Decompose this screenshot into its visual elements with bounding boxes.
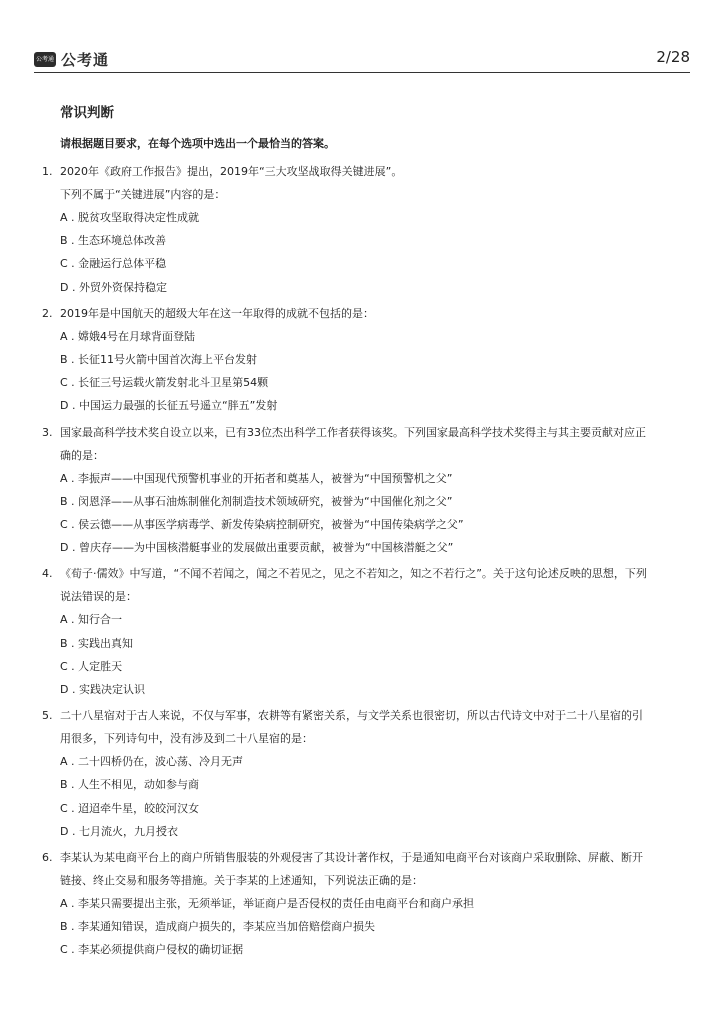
answer-option: B . 长征11号火箭中国首次海上平台发射 xyxy=(60,353,258,367)
question-5 xyxy=(42,704,687,843)
section-title: 常识判断 xyxy=(60,105,114,121)
logo xyxy=(34,49,109,70)
question-stem-line: 国家最高科学技术奖自设立以来，已有33位杰出科学工作者获得该奖。下列国家最高科学技术奖得主与其主要贡献对应正 xyxy=(60,425,646,439)
question-number: 2. xyxy=(42,306,53,320)
logo-text: 公考通 xyxy=(61,51,110,69)
logo-mark: 公考通 xyxy=(34,52,56,67)
answer-option: B . 人生不相见，动如参与商 xyxy=(60,778,200,792)
answer-option: A . 李振声——中国现代预警机事业的开拓者和奠基人，被誉为“中国预警机之父” xyxy=(60,471,453,485)
answer-option: B . 生态环境总体改善 xyxy=(60,234,167,248)
page-header xyxy=(34,46,690,72)
answer-option: C . 迢迢牵牛星，皎皎河汉女 xyxy=(60,801,200,815)
question-2 xyxy=(42,302,687,418)
question-4 xyxy=(42,562,687,701)
question-number: 3. xyxy=(42,425,53,439)
question-stem-line: 2019年是中国航天的超级大年在这一年取得的成就不包括的是： xyxy=(60,306,374,320)
answer-option: B . 闵恩泽——从事石油炼制催化剂制造技术领域研究，被誉为“中国催化剂之父” xyxy=(60,494,453,508)
answer-option: A . 二十四桥仍在，波心荡、冷月无声 xyxy=(60,755,244,769)
answer-option: C . 人定胜天 xyxy=(60,659,123,673)
question-list xyxy=(42,160,687,962)
answer-option: B . 实践出真知 xyxy=(60,636,134,650)
question-stem-line: 说法错误的是： xyxy=(60,590,137,604)
instruction: 请根据题目要求，在每个选项中选出一个最恰当的答案。 xyxy=(60,137,335,150)
question-6 xyxy=(42,846,687,962)
answer-option: A . 知行合一 xyxy=(60,613,123,627)
page-number: 2/28 xyxy=(656,48,690,66)
header-rule xyxy=(34,72,690,73)
question-number: 6. xyxy=(42,851,53,865)
answer-option: C . 李某必须提供商户侵权的确切证据 xyxy=(60,943,244,957)
answer-option: C . 金融运行总体平稳 xyxy=(60,257,167,271)
answer-option: D . 中国运力最强的长征五号遥立“胖五”发射 xyxy=(60,399,278,413)
question-number: 4. xyxy=(42,567,53,581)
answer-option: A . 嫦娥4号在月球背面登陆 xyxy=(60,329,196,343)
answer-option: D . 曾庆存——为中国核潜艇事业的发展做出重要贡献，被誉为“中国核潜艇之父” xyxy=(60,541,454,555)
answer-option: D . 外贸外资保持稳定 xyxy=(60,280,167,294)
question-3 xyxy=(42,421,687,560)
question-number: 1. xyxy=(42,165,53,178)
question-stem-line: 2020年《政府工作报告》提出，2019年“三大攻坚战取得关键进展”。 xyxy=(60,165,403,178)
question-stem-line: 《荀子·儒效》中写道，“不闻不若闻之，闻之不若见之，见之不若知之，知之不若行之”。关于这句论述反映的思想，下列 xyxy=(60,567,647,581)
answer-option: D . 七月流火，九月授衣 xyxy=(60,824,178,838)
question-stem-line: 链接、终止交易和服务等措施。关于李某的上述通知，下列说法正确的是： xyxy=(60,874,423,888)
answer-option: A . 脱贫攻坚取得决定性成就 xyxy=(60,211,200,224)
answer-option: C . 侯云德——从事医学病毒学、新发传染病控制研究，被誉为“中国传染病学之父” xyxy=(60,518,464,532)
answer-option: A . 李某只需要提出主张，无须举证，举证商户是否侵权的责任由电商平台和商户承担 xyxy=(60,897,475,911)
answer-option: C . 长征三号运载火箭发射北斗卫星第54颗 xyxy=(60,376,269,390)
question-number: 5. xyxy=(42,709,53,723)
question-stem-line: 二十八星宿对于古人来说，不仅与军事，农耕等有紧密关系，与文学关系也很密切，所以古代诗文中对于二十八星宿的引 xyxy=(60,709,643,723)
question-1 xyxy=(42,160,687,299)
question-stem-line: 用很多，下列诗句中，没有涉及到二十八星宿的是： xyxy=(60,732,313,746)
document-body xyxy=(42,103,687,962)
answer-option: D . 实践决定认识 xyxy=(60,683,145,697)
question-stem-line: 李某认为某电商平台上的商户所销售服装的外观侵害了其设计著作权，于是通知电商平台对该商户采取删除、屏蔽、断开 xyxy=(60,851,643,865)
question-stem-line: 下列不属于“关键进展”内容的是： xyxy=(60,188,226,201)
answer-option: B . 李某通知错误，造成商户损失的，李某应当加倍赔偿商户损失 xyxy=(60,920,376,934)
question-stem-line: 确的是： xyxy=(60,448,104,462)
